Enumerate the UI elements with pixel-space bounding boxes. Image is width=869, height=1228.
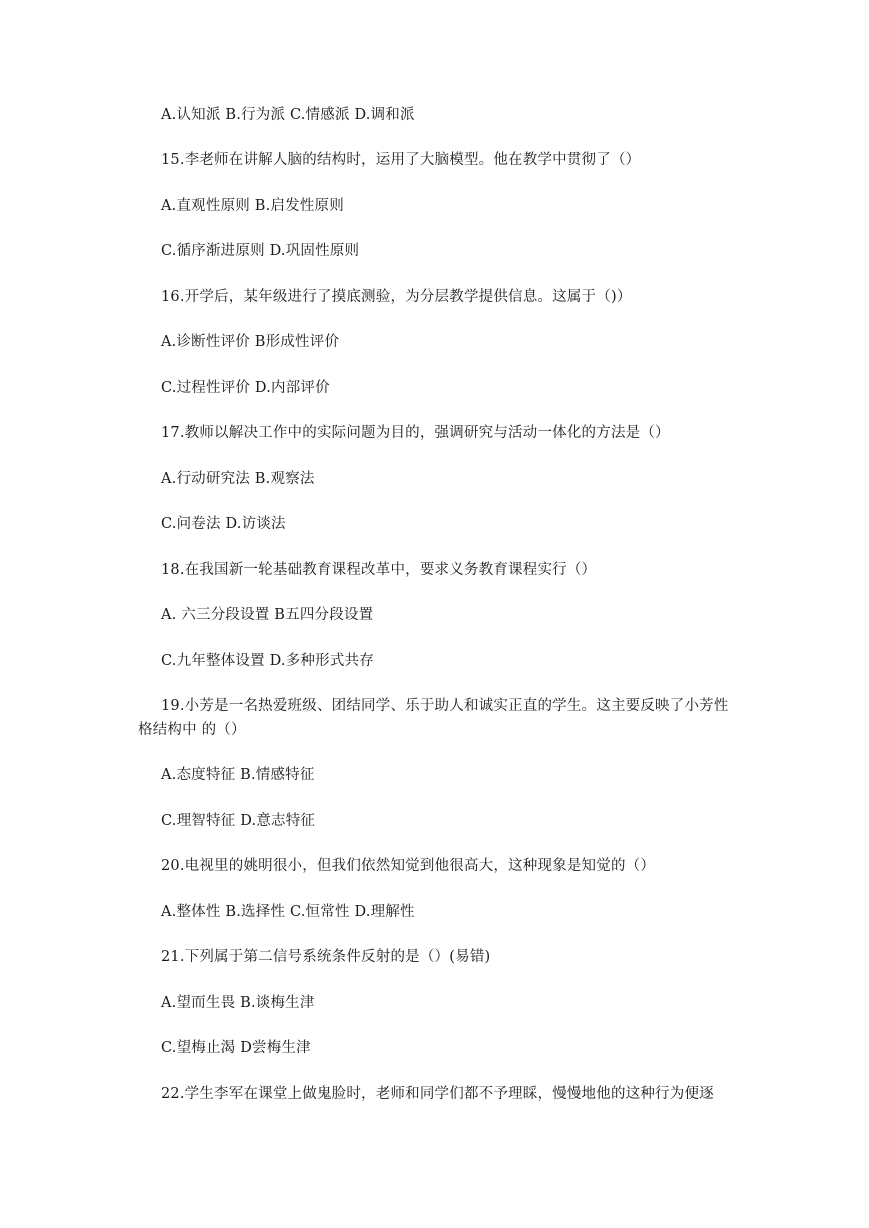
question-20: 20.电视里的姚明很小，但我们依然知觉到他很高大，这种现象是知觉的（） <box>161 858 656 874</box>
option-line: C.过程性评价 D.内部评价 <box>161 380 330 396</box>
option-line: A.态度特征 B.情感特征 <box>161 767 315 783</box>
option-line: A.整体性 B.选择性 C.恒常性 D.理解性 <box>161 904 415 920</box>
question-18: 18.在我国新一轮基础教育课程改革中，要求义务教育课程实行（） <box>161 562 597 578</box>
option-line: A.望而生畏 B.谈梅生津 <box>161 995 315 1011</box>
option-line: C.理智特征 D.意志特征 <box>161 813 316 829</box>
question-19: 19.小芳是一名热爱班级、团结同学、乐于助人和诚实正直的学生。这主要反映了小芳性格结构中 的（） <box>138 698 729 738</box>
question-15: 15.李老师在讲解人脑的结构时，运用了大脑模型。他在教学中贯彻了（） <box>161 152 641 168</box>
option-line: C.循序渐进原则 D.巩固性原则 <box>161 243 360 259</box>
option-line: A. 六三分段设置 B五四分段设置 <box>161 607 374 623</box>
question-16: 16.开学后，某年级进行了摸底测验，为分层教学提供信息。这属于（)） <box>161 289 632 305</box>
question-17: 17.教师以解决工作中的实际问题为目的，强调研究与活动一体化的方法是（） <box>161 425 670 441</box>
option-line: C.问卷法 D.访谈法 <box>161 516 286 532</box>
option-line: C.九年整体设置 D.多种形式共存 <box>161 653 374 669</box>
question-21: 21.下列属于第二信号系统条件反射的是（）(易错) <box>161 949 491 965</box>
option-line: C.望梅止渴 D尝梅生津 <box>161 1040 311 1056</box>
option-line: A.行动研究法 B.观察法 <box>161 471 315 487</box>
question-22: 22.学生李军在课堂上做鬼脸时，老师和同学们都不予理睬，慢慢地他的这种行为便逐 <box>161 1086 714 1102</box>
option-line: A.直观性原则 B.启发性原则 <box>161 198 344 214</box>
option-line: A.认知派 B.行为派 C.情感派 D.调和派 <box>161 107 415 123</box>
option-line: A.诊断性评价 B形成性评价 <box>161 334 340 350</box>
